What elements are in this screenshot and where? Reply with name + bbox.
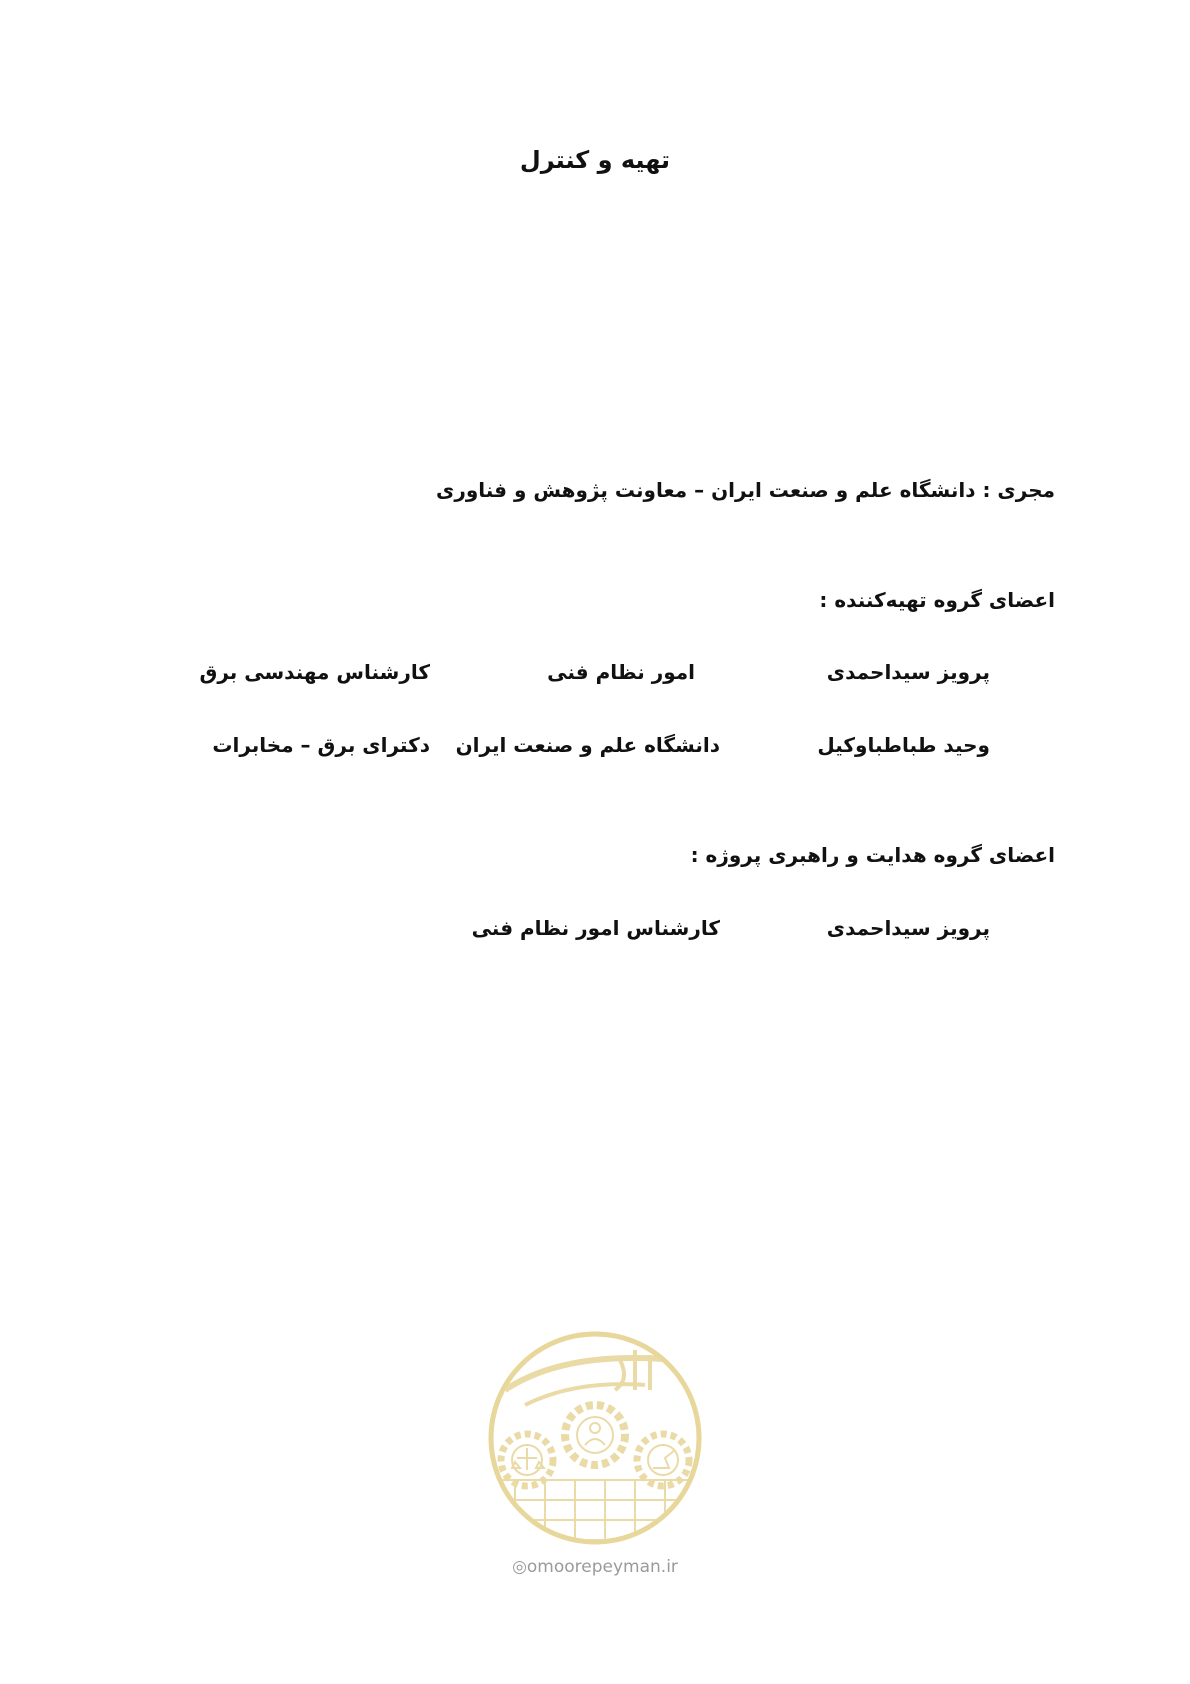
watermark-site: ◎omoorepeyman.ir	[512, 1557, 678, 1577]
supervisor-role: کارشناس امور نظام فنی	[471, 916, 720, 940]
preparer-name: وحید طباطباوکیل	[817, 733, 990, 757]
omoorepeyman-logo-icon	[485, 1330, 705, 1580]
globe-icon: ◎	[512, 1557, 527, 1577]
supervisors-heading: اعضای گروه هدایت و راهبری پروژه :	[690, 843, 1055, 867]
executor-line: مجری : دانشگاه علم و صنعت ایران – معاونت پژوهش و فناوری	[435, 478, 1055, 502]
preparer-org: دانشگاه علم و صنعت ایران	[455, 733, 720, 757]
preparer-role: کارشناس مهندسی برق	[199, 660, 430, 684]
preparers-heading: اعضای گروه تهیه‌کننده :	[819, 588, 1055, 612]
preparer-role: دکترای برق – مخابرات	[212, 733, 430, 757]
preparer-name: پرویز سیداحمدی	[826, 660, 990, 684]
page-title: تهیه و کنترل	[519, 146, 671, 174]
preparer-org: امور نظام فنی	[547, 660, 695, 684]
supervisor-name: پرویز سیداحمدی	[826, 916, 990, 940]
